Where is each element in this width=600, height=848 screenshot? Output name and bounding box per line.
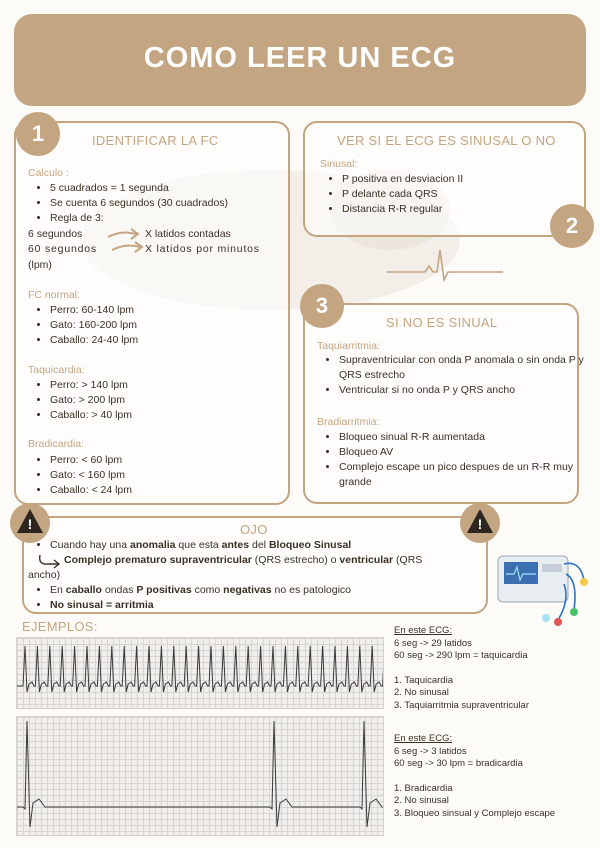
ecg-machine-icon — [494, 540, 590, 632]
normal-label: FC normal: — [28, 289, 80, 301]
page-title: COMO LEER UN ECG — [143, 42, 457, 74]
list-item: • Se cuenta 6 segundos (30 cuadrados) — [50, 196, 310, 211]
list-item: • 5 cuadrados = 1 segunda — [50, 181, 310, 196]
taquiarritmia-list — [317, 353, 589, 398]
list-item: • Gato: < 160 lpm — [50, 468, 300, 483]
examples-heading: EJEMPLOS: — [22, 619, 98, 634]
list-item: • Bloqueo sinual R-R aumentada — [339, 430, 591, 445]
title-banner — [14, 14, 586, 106]
ojo-line-2-cont: ancho) — [28, 569, 61, 581]
list-item: • P positiva en desviacion II — [342, 172, 572, 187]
rule-row1-left: 6 segundos — [28, 228, 83, 240]
list-item: • Regla de 3: — [50, 211, 310, 226]
list-item: • Perro: < 60 lpm — [50, 453, 300, 468]
sinusal-list — [320, 172, 572, 217]
step-2-badge: 2 — [550, 204, 594, 248]
rule-unit: (lpm) — [28, 259, 52, 271]
ojo-list-top — [28, 538, 505, 553]
bradiarritmia-label: Bradiarritmia: — [317, 416, 380, 428]
bradi-label: Bradicardia: — [28, 438, 85, 450]
bradi-list — [28, 453, 300, 498]
example-1-notes: En este ECG: 6 seg -> 29 latidos 60 seg -> 290 lpm = taquicardia 1. Taquicardia 2. No sinusal 3. Taquiarritmia supraventricular — [394, 625, 529, 711]
list-item: • Cuando hay una anomalia que esta antes del Bloqueo Sinusal — [50, 538, 505, 553]
ecg-trace-2 — [17, 717, 383, 835]
calc-label: Calculo : — [28, 167, 69, 179]
calc-list — [28, 181, 310, 226]
list-item: • Perro: > 140 lpm — [50, 378, 300, 393]
rule-row2-right: X latidos por minutos — [145, 243, 260, 255]
rule-row2-left: 60 segundos — [28, 243, 97, 255]
taqui-label: Taquicardia: — [28, 364, 85, 376]
list-item: • Perro: 60-140 lpm — [50, 303, 300, 318]
list-item: • En caballo ondas P positivas como negativas no es patologico — [50, 583, 505, 598]
taquiarritmia-label: Taquiarritmia: — [317, 340, 381, 352]
bradiarritmia-list — [317, 430, 591, 490]
list-item: • Caballo: > 40 lpm — [50, 408, 300, 423]
ojo-heading: OJO — [240, 522, 268, 537]
arrow-right-icon — [106, 228, 140, 242]
section-3-heading: SI NO ES SINUAL — [386, 315, 498, 330]
step-1-badge: 1 — [16, 112, 60, 156]
ecg-strip-2 — [16, 716, 384, 836]
taqui-list — [28, 378, 300, 423]
step-3-badge: 3 — [300, 284, 344, 328]
list-item: • P delante cada QRS — [342, 187, 572, 202]
rule-row1-right: X latidos contadas — [145, 228, 231, 240]
normal-list — [28, 303, 300, 348]
section-1-heading: IDENTIFICAR LA FC — [92, 133, 219, 148]
ecg-strip-1 — [16, 637, 384, 709]
list-item: • Complejo escape un pico despues de un R-R muy grande — [339, 460, 591, 490]
list-item: • No sinusal = arritmia — [50, 598, 505, 613]
ojo-line-2: Complejo prematuro supraventricular (QRS estrecho) o ventricular (QRS — [64, 554, 423, 566]
list-item: • Gato: 160-200 lpm — [50, 318, 300, 333]
list-item: • Caballo: 24-40 lpm — [50, 333, 300, 348]
warning-icon: ! — [10, 503, 50, 543]
list-item: • Distancia R-R regular — [342, 202, 572, 217]
heartbeat-line-icon — [385, 246, 505, 282]
ecg-trace-1 — [17, 638, 383, 708]
list-item: • Supraventricular con onda P anomala o sin onda P y QRS estrecho — [339, 353, 589, 383]
list-item: • Ventricular si no onda P y QRS ancho — [339, 383, 589, 398]
warning-icon: ! — [460, 503, 500, 543]
arrow-return-icon — [36, 553, 62, 569]
list-item: • Caballo: < 24 lpm — [50, 483, 300, 498]
list-item: • Gato: > 200 lpm — [50, 393, 300, 408]
sinusal-label: Sinusal: — [320, 158, 358, 170]
section-2-heading: VER SI EL ECG ES SINUSAL O NO — [337, 133, 556, 148]
ojo-list-bottom — [28, 583, 505, 613]
list-item: • Bloqueo AV — [339, 445, 591, 460]
arrow-right-icon — [110, 241, 144, 255]
example-2-notes: En este ECG: 6 seg -> 3 latidos 60 seg -> 30 lpm = bradicardia 1. Bradicardia 2. No sinusal 3. Bloqueo sinsual y Complejo escape — [394, 733, 556, 819]
